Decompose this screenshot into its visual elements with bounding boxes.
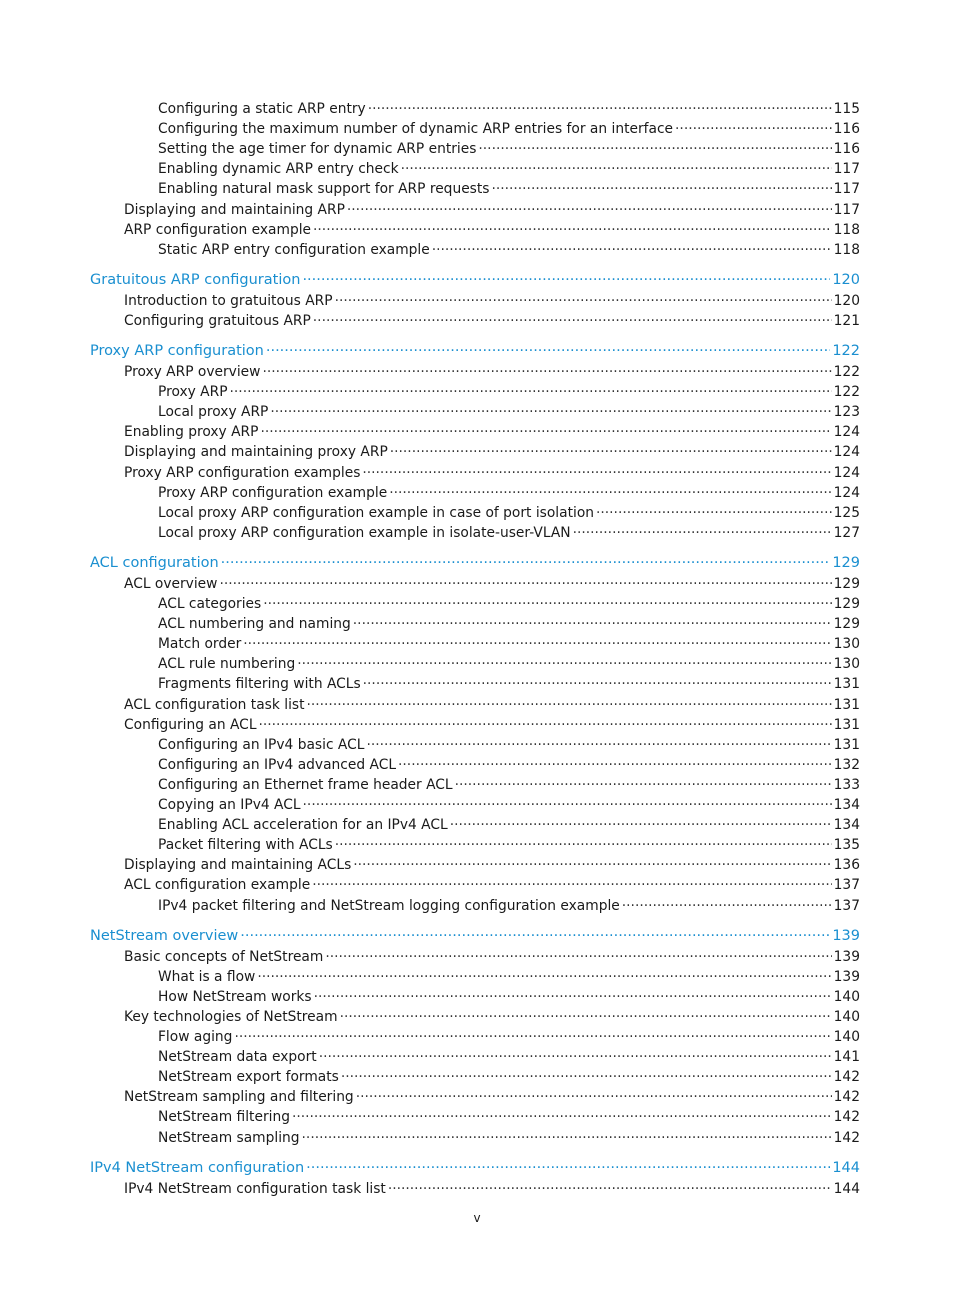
toc-entry-page: 131: [833, 676, 860, 693]
toc-dot-leader: [675, 121, 832, 137]
toc-entry-title: Local proxy ARP: [158, 404, 269, 421]
toc-entry-title: ACL configuration task list: [124, 696, 305, 713]
toc-entry-title: Enabling ACL acceleration for an IPv4 ACL: [158, 817, 448, 834]
toc-entry-title: NetStream sampling and filtering: [124, 1089, 354, 1106]
toc-entry-title: Flow aging: [158, 1029, 233, 1045]
toc-entry-page: 124: [833, 484, 860, 501]
toc-dot-leader: [596, 505, 832, 521]
toc-entry-page: 130: [833, 656, 860, 673]
toc-entry-page: 117: [833, 161, 860, 178]
toc-entry-title: Proxy ARP configuration examples: [124, 464, 361, 481]
toc-entry-title: Proxy ARP configuration: [90, 343, 264, 359]
toc-entry[interactable]: [158, 737, 860, 753]
toc-entry-title: Static ARP entry configuration example: [158, 241, 430, 258]
toc-entry[interactable]: [124, 1009, 860, 1025]
toc-dot-leader: [363, 676, 832, 692]
toc-entry-page: 116: [833, 141, 860, 158]
toc-entry[interactable]: [158, 141, 860, 157]
toc-entry-page: 131: [833, 716, 860, 733]
toc-dot-leader: [622, 898, 832, 914]
toc-entry-page: 120: [833, 292, 860, 309]
toc-entry-title: Proxy ARP overview: [124, 364, 261, 380]
toc-entry-page: 142: [833, 1069, 860, 1086]
toc-dot-leader: [314, 989, 832, 1005]
toc-entry-page: 134: [833, 817, 860, 834]
toc-dot-leader: [347, 202, 832, 218]
toc-dot-leader: [335, 293, 832, 309]
toc-chapter-entry[interactable]: [90, 555, 860, 571]
toc-entry-title: Configuring an IPv4 basic ACL: [158, 736, 365, 753]
toc-dot-leader: [259, 717, 832, 733]
toc-chapter-entry[interactable]: [90, 1160, 860, 1176]
toc-entry-page: 137: [833, 897, 860, 914]
toc-entry-title: NetStream filtering: [158, 1109, 290, 1126]
toc-entry-page: 129: [833, 616, 860, 633]
toc-entry-title: Setting the age timer for dynamic ARP entries: [158, 141, 477, 158]
toc-entry-page: 144: [833, 1180, 860, 1197]
toc-entry-page: 141: [833, 1049, 860, 1066]
toc-entry-title: Introduction to gratuitous ARP: [124, 292, 333, 309]
toc-entry[interactable]: [124, 1181, 860, 1197]
toc-entry[interactable]: [124, 465, 860, 481]
toc-entry[interactable]: [158, 797, 860, 813]
toc-entry-title: Configuring gratuitous ARP: [124, 312, 311, 329]
toc-entry-page: 124: [833, 444, 860, 461]
toc-entry-page: 129: [832, 554, 860, 571]
toc-dot-leader: [263, 596, 831, 612]
toc-entry-page: 139: [833, 968, 860, 985]
toc-entry-page: 144: [832, 1159, 860, 1176]
toc-entry[interactable]: [158, 505, 860, 521]
toc-entry-page: 136: [833, 857, 860, 874]
toc-entry[interactable]: [124, 717, 860, 733]
toc-entry-title: What is a flow: [158, 968, 256, 985]
toc-dot-leader: [478, 141, 831, 157]
toc-entry[interactable]: [124, 202, 860, 218]
toc-entry[interactable]: [158, 1049, 860, 1065]
toc-entry-title: ACL configuration example: [124, 877, 311, 894]
toc-entry[interactable]: [158, 1029, 860, 1045]
toc-entry-page: 122: [833, 384, 860, 401]
toc-entry[interactable]: [124, 857, 860, 873]
toc-entry[interactable]: [124, 222, 860, 238]
toc-entry-page: 115: [833, 101, 860, 117]
toc-dot-leader: [221, 555, 831, 571]
toc-entry-page: 139: [833, 948, 860, 965]
toc-entry[interactable]: [124, 697, 860, 713]
toc-entry[interactable]: [124, 949, 860, 965]
toc-entry-page: 117: [833, 181, 860, 198]
toc-dot-leader: [356, 1089, 832, 1105]
toc-dot-leader: [240, 928, 830, 944]
toc-dot-leader: [302, 272, 830, 288]
toc-dot-leader: [388, 1181, 832, 1197]
toc-entry-title: Displaying and maintaining ARP: [124, 201, 345, 218]
toc-entry-page: 120: [832, 271, 860, 288]
toc-dot-leader: [390, 444, 832, 460]
toc-entry-page: 122: [832, 343, 860, 359]
toc-entry-page: 117: [833, 201, 860, 218]
toc-entry-page: 122: [833, 364, 860, 380]
toc-entry[interactable]: [124, 293, 860, 309]
toc-entry-page: 140: [833, 988, 860, 1005]
toc-entry-page: 123: [833, 404, 860, 421]
toc-entry[interactable]: [158, 656, 860, 672]
toc-dot-leader: [389, 485, 831, 501]
toc-dot-leader: [340, 1009, 832, 1025]
toc-entry-page: 137: [833, 877, 860, 894]
toc-entry-title: Packet filtering with ACLs: [158, 837, 333, 854]
toc-entry-title: Copying an IPv4 ACL: [158, 797, 301, 813]
toc-dot-leader: [455, 777, 832, 793]
toc-entry[interactable]: [158, 777, 860, 793]
toc-entry[interactable]: [158, 837, 860, 853]
toc-entry[interactable]: [158, 525, 860, 541]
toc-dot-leader: [366, 737, 831, 753]
toc-entry-title: ACL numbering and naming: [158, 616, 351, 633]
toc-entry-page: 142: [833, 1089, 860, 1106]
toc-entry-title: NetStream sampling: [158, 1129, 300, 1146]
toc-dot-leader: [313, 222, 832, 238]
toc-entry-page: 133: [833, 776, 860, 793]
toc-entry[interactable]: [124, 576, 860, 592]
toc-dot-leader: [353, 616, 832, 632]
toc-entry-title: IPv4 NetStream configuration task list: [124, 1180, 386, 1197]
toc-dot-leader: [297, 656, 831, 672]
toc-chapter-entry[interactable]: [90, 272, 860, 288]
toc-entry-page: 121: [833, 312, 860, 329]
toc-entry[interactable]: [158, 1130, 860, 1146]
toc-entry-page: 142: [833, 1129, 860, 1146]
toc-entry-page: 124: [833, 424, 860, 441]
toc-entry-title: Configuring an IPv4 advanced ACL: [158, 756, 397, 773]
toc-entry[interactable]: [158, 596, 860, 612]
toc-entry[interactable]: [158, 616, 860, 632]
toc-entry[interactable]: [158, 404, 860, 420]
toc-dot-leader: [302, 1130, 832, 1146]
toc-entry[interactable]: [158, 757, 860, 773]
toc-entry-title: Configuring a static ARP entry: [158, 101, 366, 117]
toc-entry-page: 129: [833, 575, 860, 592]
toc-dot-leader: [230, 384, 832, 400]
toc-entry[interactable]: [124, 1089, 860, 1105]
toc-entry-page: 139: [832, 927, 860, 944]
toc-entry-page: 118: [833, 221, 860, 238]
toc-entry[interactable]: [158, 181, 860, 197]
toc-entry[interactable]: [158, 898, 860, 914]
toc-dot-leader: [313, 313, 832, 329]
toc-dot-leader: [257, 969, 831, 985]
toc-dot-leader: [312, 877, 831, 893]
toc-entry-title: IPv4 NetStream configuration: [90, 1159, 305, 1176]
toc-entry-title: Enabling proxy ARP: [124, 424, 259, 441]
toc-entry-title: NetStream data export: [158, 1049, 317, 1066]
toc-chapter-entry[interactable]: [90, 928, 860, 944]
toc-dot-leader: [353, 857, 831, 873]
toc-entry-page: 118: [833, 241, 860, 258]
toc-entry-title: ACL configuration: [90, 554, 219, 571]
toc-dot-leader: [292, 1109, 832, 1125]
toc-entry[interactable]: [124, 364, 860, 380]
toc-dot-leader: [234, 1029, 831, 1045]
toc-entry-page: 140: [833, 1029, 860, 1045]
toc-entry-title: How NetStream works: [158, 988, 312, 1005]
toc-entry[interactable]: [158, 384, 860, 400]
toc-entry[interactable]: [158, 242, 860, 258]
toc-entry[interactable]: [158, 1109, 860, 1125]
toc-entry-title: Gratuitous ARP configuration: [90, 271, 301, 288]
toc-dot-leader: [319, 1049, 832, 1065]
toc-entry-title: Configuring an ACL: [124, 716, 257, 733]
toc-entry[interactable]: [124, 444, 860, 460]
page-number: v: [473, 1211, 481, 1225]
toc-entry-title: NetStream export formats: [158, 1069, 339, 1086]
toc-dot-leader: [368, 101, 832, 117]
toc-entry-title: IPv4 packet filtering and NetStream logging configuration example: [158, 897, 620, 914]
toc-entry-title: Basic concepts of NetStream: [124, 948, 324, 965]
toc-entry-page: 142: [833, 1109, 860, 1126]
toc-chapter-entry[interactable]: [90, 343, 860, 359]
toc-entry-page: 127: [833, 524, 860, 541]
toc-dot-leader: [401, 161, 832, 177]
toc-dot-leader: [325, 949, 831, 965]
toc-entry[interactable]: [158, 1069, 860, 1085]
toc-dot-leader: [335, 837, 832, 853]
toc-dot-leader: [450, 817, 832, 833]
toc-dot-leader: [270, 404, 831, 420]
toc-entry-page: 129: [833, 596, 860, 612]
toc-entry-page: 135: [833, 837, 860, 854]
toc-entry-title: ARP configuration example: [124, 221, 312, 238]
toc-entry-page: 132: [833, 756, 860, 773]
toc-entry-page: 116: [833, 121, 860, 138]
toc-entry[interactable]: [124, 424, 860, 440]
toc-dot-leader: [573, 525, 832, 541]
toc-entry-title: Fragments filtering with ACLs: [158, 676, 361, 693]
toc-entry[interactable]: [158, 989, 860, 1005]
toc-entry-page: 130: [833, 636, 860, 653]
toc-entry-title: Displaying and maintaining proxy ARP: [124, 444, 388, 461]
toc-entry-title: ACL overview: [124, 575, 218, 592]
toc-dot-leader: [243, 636, 831, 652]
toc-entry-title: Proxy ARP: [158, 384, 228, 401]
toc-entry[interactable]: [158, 636, 860, 652]
toc-dot-leader: [362, 465, 831, 481]
toc-entry-title: ACL rule numbering: [158, 656, 296, 673]
toc-dot-leader: [398, 757, 832, 773]
toc-entry-title: Match order: [158, 636, 242, 653]
toc-dot-leader: [432, 242, 832, 258]
toc-entry-title: Enabling natural mask support for ARP requests: [158, 181, 490, 198]
toc-dot-leader: [303, 797, 832, 813]
toc-dot-leader: [219, 576, 831, 592]
toc-entry-page: 131: [833, 696, 860, 713]
toc-entry[interactable]: [158, 101, 860, 117]
toc-dot-leader: [341, 1069, 832, 1085]
toc-entry[interactable]: [158, 121, 860, 137]
toc-dot-leader: [260, 424, 831, 440]
toc-entry[interactable]: [124, 877, 860, 893]
toc-entry[interactable]: [158, 676, 860, 692]
toc-entry-title: Proxy ARP configuration example: [158, 484, 388, 501]
toc-entry-page: 134: [833, 797, 860, 813]
toc-entry-title: Configuring an Ethernet frame header ACL: [158, 776, 453, 793]
toc-entry-title: Configuring the maximum number of dynamic ARP entries for an interface: [158, 121, 674, 138]
toc-dot-leader: [306, 1160, 830, 1176]
toc-dot-leader: [307, 697, 832, 713]
toc-entry-title: Local proxy ARP configuration example in isolate-user-VLAN: [158, 524, 571, 541]
toc-entry-title: Local proxy ARP configuration example in case of port isolation: [158, 504, 595, 521]
toc-entry-page: 125: [833, 504, 860, 521]
toc-entry-title: ACL categories: [158, 596, 262, 612]
toc-entry-title: Key technologies of NetStream: [124, 1008, 338, 1025]
toc-entry-title: NetStream overview: [90, 927, 239, 944]
toc-entry[interactable]: [158, 817, 860, 833]
toc-entry[interactable]: [158, 161, 860, 177]
toc-entry[interactable]: [124, 313, 860, 329]
toc-entry-title: Displaying and maintaining ACLs: [124, 857, 352, 874]
toc-dot-leader: [491, 181, 831, 197]
toc-dot-leader: [262, 364, 831, 380]
toc-dot-leader: [266, 343, 830, 359]
toc-entry[interactable]: [158, 969, 860, 985]
toc-entry[interactable]: [158, 485, 860, 501]
toc-entry-page: 140: [833, 1008, 860, 1025]
toc-entry-page: 131: [833, 736, 860, 753]
toc-entry-page: 124: [833, 464, 860, 481]
toc-entry-title: Enabling dynamic ARP entry check: [158, 161, 399, 178]
